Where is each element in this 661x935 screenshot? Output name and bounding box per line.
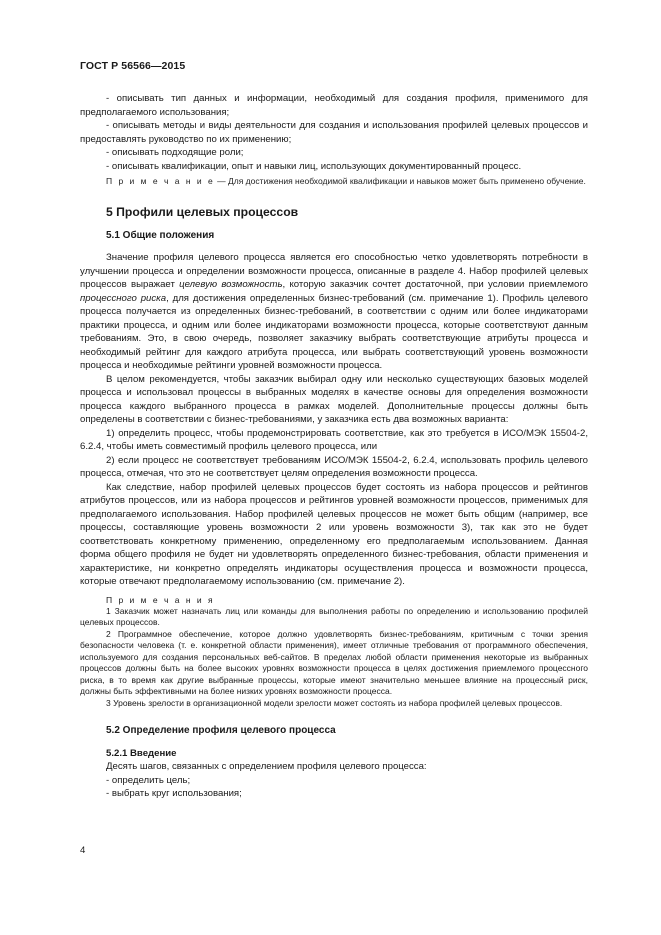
paragraph-2: В целом рекомендуется, чтобы заказчик выбирал одну или несколько существующих базовых моделей процесса и использовал процессы в выбранных моделях в качестве основы для определения возможности процесса каждого выбранного процесса в рамках моделей. Дополнительные процессы должны быть определены в соответствии с бизнес-требованиями, у заказчика есть два возможных варианта: [80, 373, 588, 426]
note-item: 2 Программное обеспечение, которое должно удовлетворять бизнес-требованиям, критичным с точки зрения безопасности человека (т. е. конкретной области применения), имеет отличные требования от программного обеспечения, используемого для создания персональных веб-сайтов. В пределах любой области применения некоторые из выбранных процессов должны быть на более высоких уровнях возможности процесса в целях достижения приемлемого процессного риска, в то время как другие выбранные процессы, которые имеют значительно меньшее влияние на процессный риск, должны быть эффективными на более низких уровнях возможности процесса. [80, 628, 588, 697]
paragraph-1 [80, 251, 588, 373]
note-top [80, 175, 588, 187]
paragraph-3: Как следствие, набор профилей целевых процессов будет состоять из набора процессов и рейтингов атрибутов процессов, или из набора процессов и рейтингов уровней возможности процессов, применимых для предполагаемого использования. Набор профилей целевых процессов не может быть общим (например, все процессы, составляющие уровень возможности 2 или уровень возможности 3), так как это не будет соответствовать конкретному применению, определенному его предполагаемым использованием. Данная форма общего профиля не будет ни удовлетворять определенного бизнес-требования, области применения и характеристике, ни конкретно определять индикаторы осуществления процесса и возможности процесса, которые отвечают предполагаемому использованию (см. примечание 2). [80, 481, 588, 588]
note-item: 3 Уровень зрелости в организационной модели зрелости может состоять из набора профилей целевых процессов. [106, 697, 563, 708]
section-5-1-heading: 5.1 Общие положения [106, 229, 215, 241]
emphasis-text: целевую возможность [179, 279, 283, 291]
intro-text: Десять шагов, связанных с определением профиля целевого процесса: [106, 761, 427, 773]
page-number: 4 [80, 845, 86, 856]
page-content [80, 92, 588, 801]
document-header: ГОСТ Р 56566—2015 [80, 60, 186, 72]
option-2: 2) если процесс не соответствует требованиям ИСО/МЭК 15504-2, 6.2.4, использовать профиль целевого процесса, отмечая, что это не соответствует целям определения возможности процесса. [80, 454, 588, 480]
note-item: 1 Заказчик может назначать лиц или команды для выполнения работы по определению и использованию профилей целевых процессов. [80, 605, 588, 628]
paragraph-text: , которую заказчик сочтет достаточной, при условии приемлемого [282, 279, 588, 291]
section-5-2-heading: 5.2 Определение профиля целевого процесса [106, 725, 336, 737]
list-item: - описывать квалификации, опыт и навыки лиц, использующих документированный процесс. [106, 160, 522, 172]
list-item: - описывать методы и виды деятельности для создания и использования профилей целевых процессов и предоставлять руководство по их применению; [80, 120, 588, 145]
option-1: 1) определить процесс, чтобы продемонстрировать соответствие, как это требуется в ИСО/МЭК 15504-2, 6.2.4, чтобы иметь совместимый профиль целевого процесса, или [80, 427, 588, 453]
section-5-heading: 5 Профили целевых процессов [106, 205, 299, 220]
paragraph-text: Значение профиля целевого процесса является его способностью четко удовлетворять потребности в улучшении процесса и определении возможности процесса, описанные в разделе 4. Набор профилей целевых процессов выражает [80, 252, 588, 291]
notes-label: П р и м е ч а н и я [106, 594, 215, 605]
list-item: - описывать тип данных и информации, необходимый для создания профиля, применимого для предполагаемого использования; [80, 93, 588, 118]
emphasis-text: процессного риска [80, 292, 167, 304]
note-text: — Для достижения необходимой квалификации и навыков может быть применено обучение. [214, 176, 586, 186]
note-label: П р и м е ч а н и е [106, 176, 215, 186]
list-item: - выбрать круг использования; [106, 788, 242, 800]
paragraph-text: , для достижения определенных бизнес-требований (см. примечание 1). Профиль целевого процесса получается из определенных бизнес-требований, в соответствии с одним или более индикаторами практики процесса, и одним или более индикаторами возможности процесса, которые соответствуют данным требованиям. Это, в свою очередь, позволяет заказчику выбрать соответствующие атрибуты процесса и необходимый рейтинг для каждого атрибута процесса, или выбрать соответствующий уровень возможности процесса и необходимые рейтинги уровней возможности процесса. [80, 292, 588, 372]
list-item: - определить цель; [106, 774, 191, 786]
list-item: - описывать подходящие роли; [106, 147, 244, 158]
section-5-2-1-heading: 5.2.1 Введение [106, 747, 177, 759]
